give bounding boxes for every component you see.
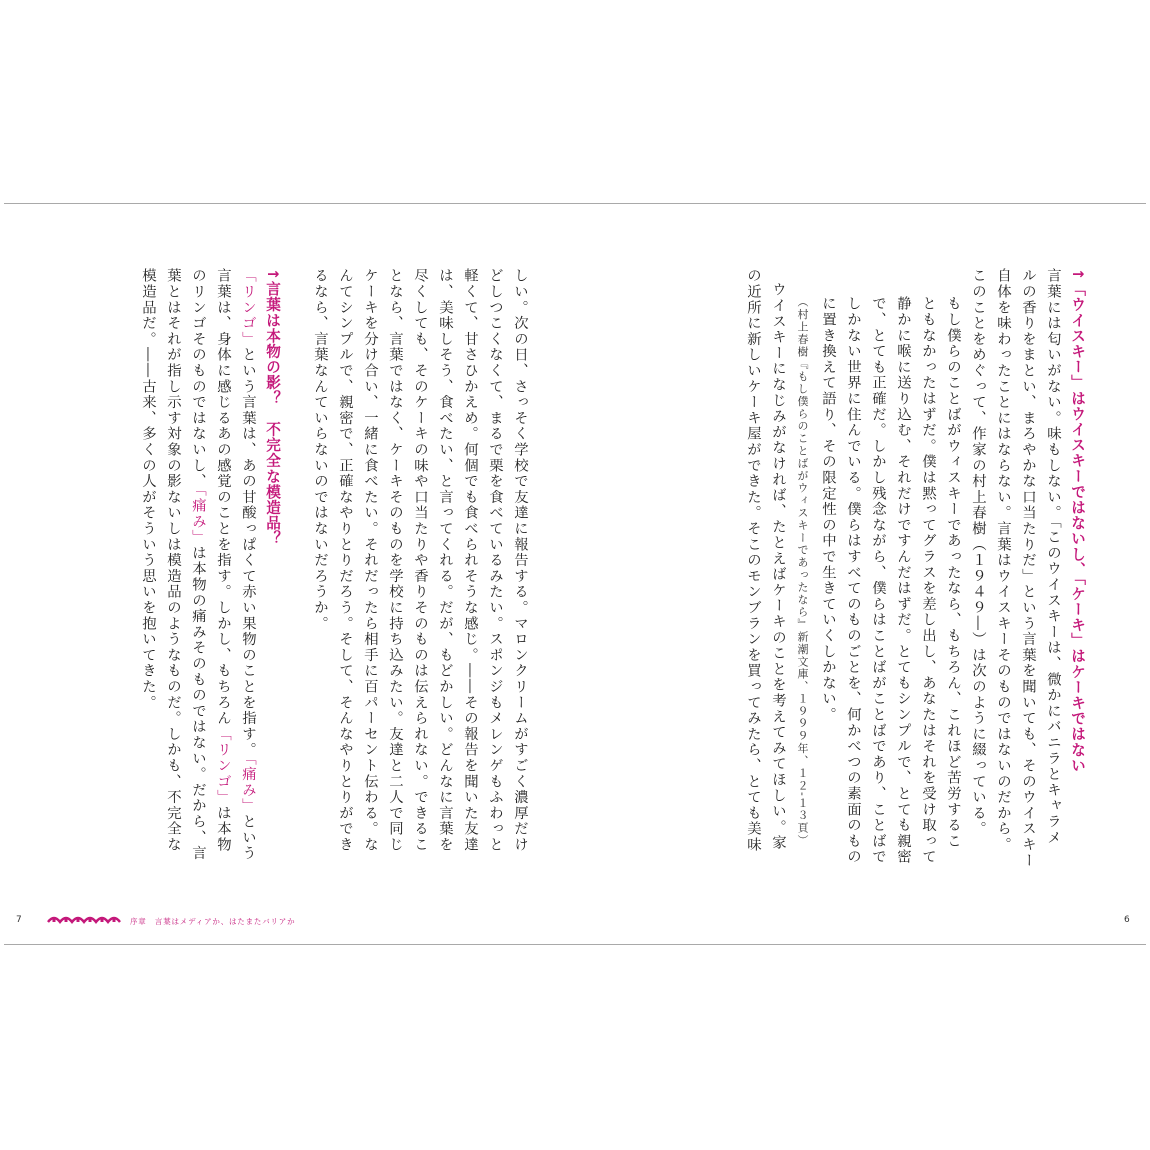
text-line: んてシンプルで、親密で、正確なやりとりだろう。そして、そんなやりとりができ <box>337 268 353 853</box>
quote-line: もし僕らのことばがウィスキーであったなら、もちろん、これほど苦労するこ <box>945 296 961 849</box>
text-line: 「リンゴ」という言葉は、あの甘酸っぱくて赤い果物のことを指す。「痛み」という <box>240 268 256 862</box>
text-line: 軽くて、甘さひかえめ。何個でも食べられそうな感じ。――その報告を聞いた友達 <box>462 268 478 853</box>
quote-line: しかない世界に住んでいる。僕らはすべてのものごとを、何かべつの素面のもの <box>845 296 861 865</box>
text-line: となら、言葉ではなく、ケーキそのものを学校に持ち込みたい。友達と二人で同じ <box>387 268 403 853</box>
quote-line: ともなかったはずだ。僕は黙ってグラスを差し出し、あなたはそれを受け取って <box>920 296 936 865</box>
text-line: 模造品だ。――古来、多くの人がそういう思いを抱いてきた。 <box>140 268 156 711</box>
text-line: このことをめぐって、作家の村上春樹（１９４９―）は次のように綴っている。 <box>970 268 986 837</box>
text-line: るなら、言葉なんていらないのではないだろうか。 <box>312 268 328 632</box>
citation: （村上春樹『もし僕らのことばがウィスキーであったなら』新潮文庫、１９９９年、１２‐１３頁） <box>796 296 809 847</box>
quote-line: に置き換えて語り、その限定性の中で生きていくしかない。 <box>820 296 836 723</box>
text-line: ケーキを分け合い、一緒に食べたい。それだったら相手に百パーセント伝わる。な <box>362 268 378 853</box>
text-line: どしつこくなくて、まるで栗を食べているみたい。スポンジもメレンゲもふわっと <box>487 268 503 853</box>
bullet-marker: ↑ <box>1069 268 1086 282</box>
text-line: 言葉には匂いがない。味もしない。「このウイスキーは、微かにバニラとキャラメ <box>1045 268 1061 846</box>
text-line: 葉とはそれが指し示す対象の影ないしは模造品のようなものだ。しかも、不完全な <box>165 268 181 853</box>
text-line: のリンゴそのものではないし、「痛み」は本物の痛みそのものではない。だから、言 <box>190 268 206 862</box>
footer-ornament <box>46 913 124 925</box>
page-number-left: 7 <box>16 915 22 925</box>
page-number-right: 6 <box>1124 915 1130 925</box>
text-line: ルの香りをまとい、まろやかな口当たりだ」という言葉を聞いても、そのウイスキー <box>1020 268 1036 868</box>
text-line: ウイスキーになじみがなければ、たとえばケーキのことを考えてみてほしい。家 <box>770 282 786 851</box>
text-line: 尽くしても、そのケーキの味や口当たりや香りそのものは伝えられない。できるこ <box>412 268 428 853</box>
right-page-text <box>650 268 1090 868</box>
left-page-text <box>135 268 532 868</box>
text-line: しい。次の日、さっそく学校で友達に報告する。マロンクリームがすごく濃厚だけ <box>512 268 528 853</box>
text-line: は、美味しそう、食べたい、と言ってくれる。だが、もどかしい。どんなに言葉を <box>437 268 453 853</box>
section-heading: ↑言葉は本物の影？ 不完全な模造品？ <box>260 268 285 868</box>
quote-line: で、とても正確だ。しかし残念ながら、僕らはことばがことばであり、ことばで <box>870 296 886 865</box>
text-line: の近所に新しいケーキ屋ができた。そこのモンブランを買ってみたら、とても美味 <box>745 268 761 853</box>
text-line: 言葉は、身体に感じるあの感覚のことを指す。しかし、もちろん「リンゴ」は本物 <box>215 268 231 853</box>
running-head: 序章 言葉はメディアか、はたまたバリアか <box>130 917 296 926</box>
text-line: 自体を味わったことにはならない。言葉はウイスキーそのものではないのだから。 <box>995 268 1011 853</box>
section-heading: ↑「ウイスキー」はウイスキーではないし、「ケーキ」はケーキではない <box>1065 268 1090 868</box>
quote-line: 静かに喉に送り込む、それだけですんだはずだ。とてもシンプルで、とても親密 <box>895 296 911 865</box>
bullet-marker: ↑ <box>264 268 281 282</box>
